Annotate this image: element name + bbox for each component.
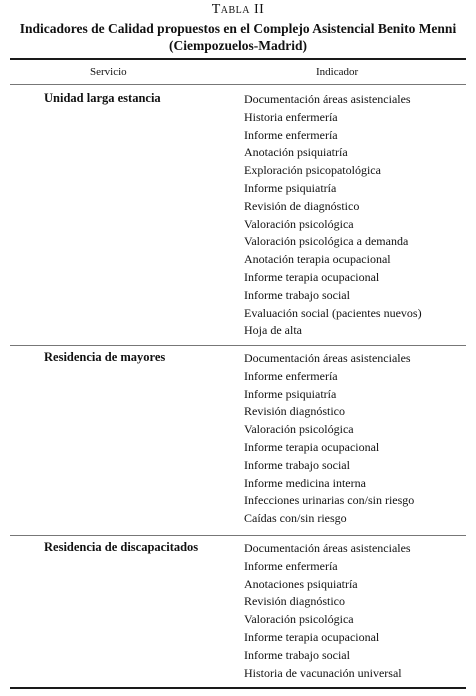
indicator-item: Hoja de alta [244, 323, 302, 338]
indicator-item: Caídas con/sin riesgo [244, 511, 347, 526]
indicator-item: Informe trabajo social [244, 647, 350, 662]
indicator-item: Informe enfermería [244, 127, 338, 142]
caption-line-2: (Ciempozuelos-Madrid) [169, 38, 307, 53]
indicator-item: Informe terapia ocupacional [244, 269, 380, 284]
indicator-item: Documentación áreas asistenciales [244, 541, 411, 555]
indicator-item: Informe psiquiatría [244, 386, 337, 401]
section-divider [10, 345, 466, 346]
table-caption [10, 20, 466, 54]
indicator-item: Valoración psicológica [244, 216, 354, 231]
top-rule [10, 58, 466, 60]
indicator-item: Documentación áreas asistenciales [244, 351, 411, 365]
indicator-item: Revisión diagnóstico [244, 594, 345, 609]
indicator-item: Valoración psicológica [244, 612, 354, 627]
indicator-item: Historia de vacunación universal [244, 665, 402, 680]
table-label: Tabla II [211, 2, 265, 17]
indicator-item: Revisión de diagnóstico [244, 198, 360, 213]
indicator-item: Historia enfermería [244, 109, 338, 124]
indicator-list [244, 91, 422, 340]
indicator-list [244, 540, 411, 682]
indicator-item: Informe medicina interna [244, 475, 366, 490]
service-name: Residencia de discapacitados [44, 540, 199, 554]
indicator-item: Exploración psicopatológica [244, 163, 381, 178]
indicator-item: Documentación áreas asistenciales [244, 92, 411, 106]
indicator-list [244, 350, 414, 528]
column-header-indicator: Indicador [316, 66, 359, 78]
indicator-item: Informe psiquiatría [244, 180, 337, 195]
service-name: Residencia de mayores [44, 350, 166, 364]
bottom-rule [10, 687, 466, 689]
indicator-item: Evaluación social (pacientes nuevos) [244, 305, 422, 320]
column-header-service: Servicio [90, 66, 127, 78]
indicator-item: Informe terapia ocupacional [244, 439, 380, 454]
indicator-item: Informe trabajo social [244, 287, 350, 302]
section-divider [10, 535, 466, 536]
indicator-item: Informe terapia ocupacional [244, 629, 380, 644]
service-name: Unidad larga estancia [44, 91, 161, 105]
indicator-item: Anotación terapia ocupacional [244, 252, 391, 267]
indicator-item: Valoración psicológica [244, 422, 354, 437]
header-rule [10, 84, 466, 85]
indicator-item: Infecciones urinarias con/sin riesgo [244, 493, 415, 508]
indicator-item: Anotaciones psiquiatría [244, 576, 358, 591]
indicator-item: Informe enfermería [244, 368, 338, 383]
indicator-item: Valoración psicológica a demanda [244, 234, 409, 249]
indicator-item: Revisión diagnóstico [244, 404, 345, 419]
caption-line-1: Indicadores de Calidad propuestos en el Complejo Asistencial Benito Menni [19, 21, 457, 36]
indicator-item: Anotación psiquiatría [244, 145, 348, 160]
indicator-item: Informe enfermería [244, 558, 338, 573]
indicator-item: Informe trabajo social [244, 457, 350, 472]
